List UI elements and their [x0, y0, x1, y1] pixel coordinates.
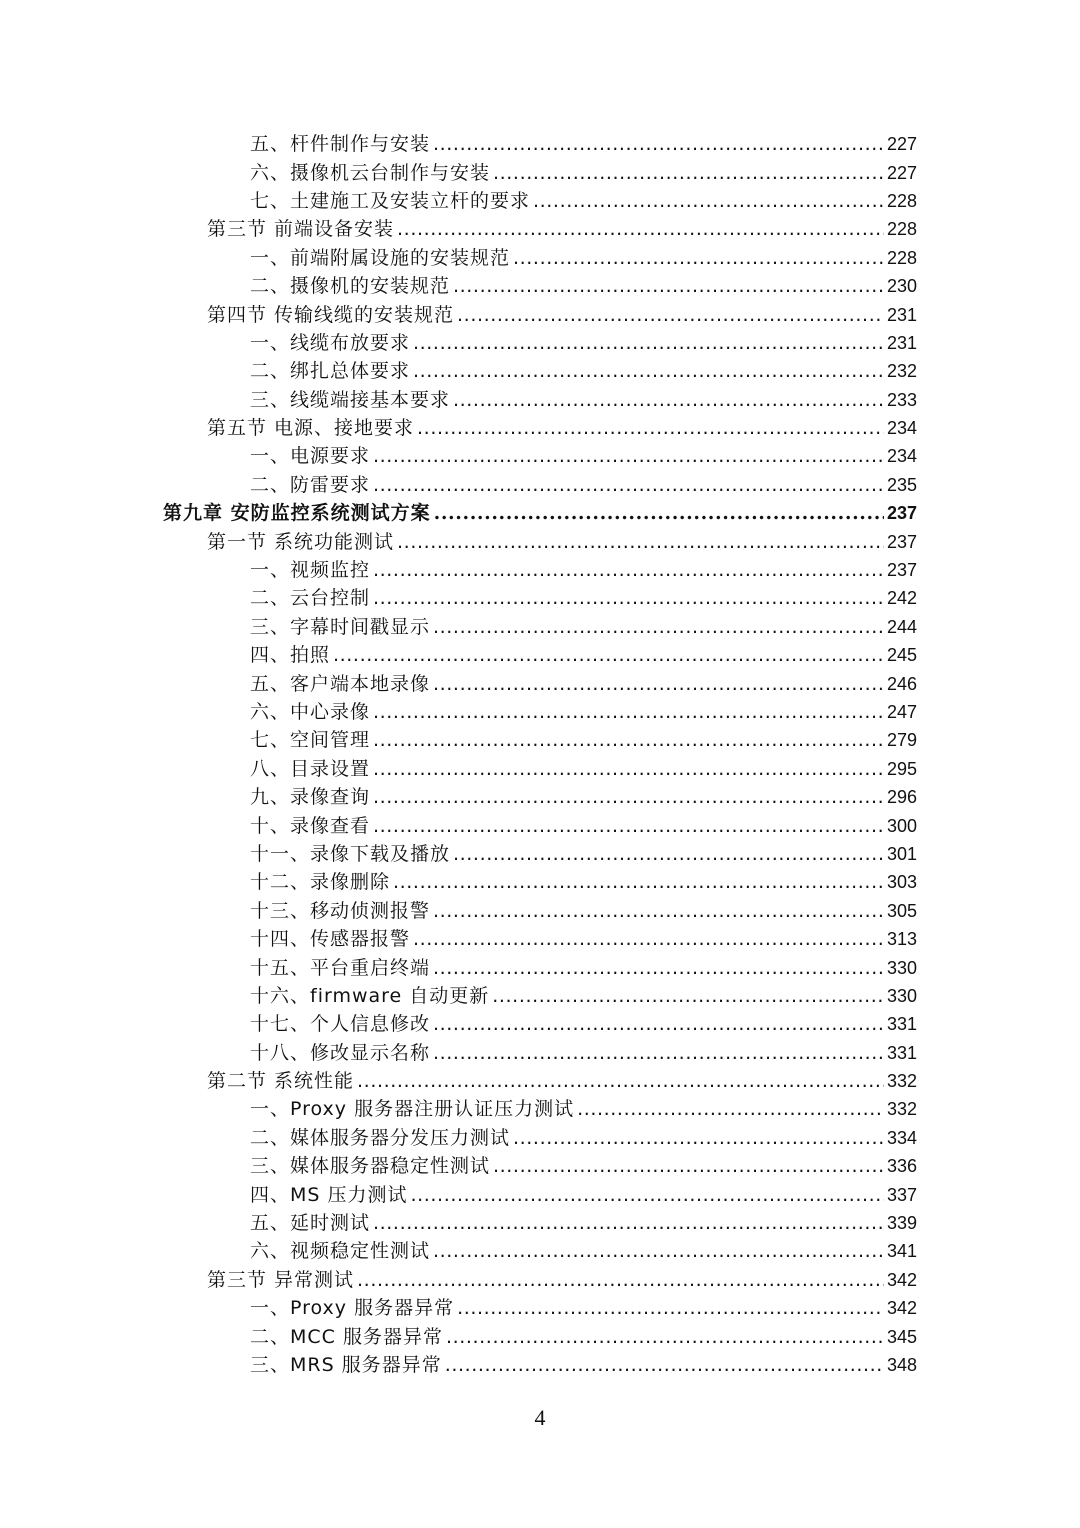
- toc-entry-page-number: 227: [886, 134, 917, 155]
- toc-entry-page-number: 232: [886, 361, 917, 382]
- toc-dot-leader: [417, 414, 884, 442]
- toc-entry-page-number: 336: [886, 1156, 917, 1177]
- toc-subsection-entry[interactable]: [0, 613, 1080, 641]
- toc-entry-title: 六、视频稳定性测试: [250, 1240, 431, 1263]
- toc-entry-page-number: 300: [886, 815, 917, 836]
- toc-entry-title: 六、摄像机云台制作与安装: [250, 161, 491, 184]
- toc-entry-page-number: 247: [886, 702, 917, 722]
- toc-subsection-entry[interactable]: [0, 187, 1080, 215]
- toc-subsection-entry[interactable]: [0, 726, 1080, 754]
- toc-section-entry[interactable]: [0, 300, 1080, 328]
- toc-dot-leader: [433, 670, 884, 698]
- toc-entry-page-number: 246: [886, 673, 917, 694]
- toc-dot-leader: [457, 301, 884, 329]
- toc-subsection-entry[interactable]: [0, 1351, 1080, 1379]
- toc-dot-leader: [413, 925, 884, 953]
- toc-subsection-entry[interactable]: [0, 1180, 1080, 1208]
- toc-dot-leader: [373, 471, 884, 499]
- toc-entry-page-number: 231: [886, 304, 917, 325]
- toc-entry-title: 一、前端附属设施的安装规范: [250, 246, 511, 269]
- toc-dot-leader: [433, 1039, 884, 1067]
- toc-subsection-entry[interactable]: [0, 811, 1080, 839]
- toc-subsection-entry[interactable]: [0, 1322, 1080, 1350]
- toc-subsection-entry[interactable]: [0, 1152, 1080, 1180]
- toc-entry-page-number: 244: [886, 616, 917, 637]
- toc-dot-leader: [373, 726, 884, 754]
- toc-entry-page-number: 230: [886, 276, 917, 297]
- toc-dot-leader: [373, 1209, 884, 1237]
- toc-subsection-entry[interactable]: [0, 925, 1080, 953]
- toc-entry-title: 二、摄像机的安装规范: [250, 275, 451, 298]
- toc-dot-leader: [411, 1181, 884, 1209]
- toc-entry-title: 一、视频监控: [250, 559, 371, 582]
- toc-entry-page-number: 342: [886, 1298, 917, 1319]
- toc-section-entry[interactable]: [0, 527, 1080, 555]
- toc-dot-leader: [373, 812, 884, 840]
- toc-dot-leader: [433, 954, 884, 982]
- toc-dot-leader: [433, 897, 884, 925]
- toc-entry-title: 十、录像查看: [250, 814, 371, 837]
- toc-entry-page-number: 231: [886, 332, 917, 353]
- toc-entry-title: 五、杆件制作与安装: [250, 133, 431, 156]
- toc-entry-page-number: 234: [886, 446, 917, 467]
- toc-dot-leader: [513, 1124, 884, 1152]
- toc-entry-title: 十二、录像删除: [250, 871, 391, 894]
- toc-subsection-entry[interactable]: [0, 329, 1080, 357]
- toc-dot-leader: [433, 1010, 884, 1038]
- toc-entry-title: 三、MRS 服务器异常: [250, 1353, 442, 1376]
- toc-entry-page-number: 296: [886, 787, 917, 808]
- toc-entry-title: 三、线缆端接基本要求: [250, 388, 451, 411]
- toc-entry-page-number: 342: [886, 1269, 917, 1290]
- toc-dot-leader: [357, 1266, 884, 1294]
- toc-dot-leader: [433, 613, 884, 641]
- toc-subsection-entry[interactable]: [0, 1294, 1080, 1322]
- toc-entry-title: 五、客户端本地录像: [250, 672, 431, 695]
- toc-subsection-entry[interactable]: [0, 868, 1080, 896]
- toc-dot-leader: [397, 215, 884, 243]
- toc-entry-page-number: 237: [886, 503, 917, 524]
- toc-entry-title: 六、中心录像: [250, 701, 371, 723]
- toc-dot-leader: [493, 1152, 884, 1180]
- toc-subsection-entry[interactable]: [0, 1010, 1080, 1038]
- toc-dot-leader: [373, 584, 884, 612]
- toc-dot-leader: [433, 1237, 884, 1265]
- toc-dot-leader: [433, 130, 884, 158]
- toc-entry-page-number: 341: [886, 1241, 917, 1262]
- toc-subsection-entry[interactable]: [0, 1124, 1080, 1152]
- toc-entry-page-number: 330: [886, 957, 917, 978]
- toc-subsection-entry[interactable]: [0, 783, 1080, 811]
- toc-entry-page-number: 331: [886, 1014, 917, 1035]
- toc-entry-page-number: 235: [886, 474, 917, 495]
- toc-entry-title: 二、云台控制: [250, 587, 371, 610]
- toc-dot-leader: [445, 1351, 884, 1379]
- toc-entry-title: 十三、移动侦测报警: [250, 899, 431, 922]
- toc-dot-leader: [533, 187, 884, 215]
- toc-subsection-entry[interactable]: [0, 1237, 1080, 1265]
- toc-entry-page-number: 245: [886, 645, 917, 666]
- toc-dot-leader: [434, 499, 884, 527]
- toc-entry-title: 三、媒体服务器稳定性测试: [250, 1155, 491, 1178]
- toc-entry-page-number: 228: [886, 247, 917, 268]
- toc-entry-title: 第九章 安防监控系统测试方案: [163, 502, 431, 525]
- toc-entry-title: 第三节 异常测试: [207, 1268, 355, 1291]
- toc-subsection-entry[interactable]: [0, 641, 1080, 669]
- toc-subsection-entry[interactable]: [0, 953, 1080, 981]
- toc-entry-page-number: 295: [886, 758, 917, 779]
- toc-entry-title: 十五、平台重启终端: [250, 956, 431, 979]
- toc-subsection-entry[interactable]: [0, 556, 1080, 584]
- toc-entry-title: 第三节 前端设备安装: [207, 218, 395, 241]
- toc-dot-leader: [446, 1323, 884, 1351]
- toc-entry-page-number: 305: [886, 900, 917, 921]
- toc-entry-title: 一、Proxy 服务器异常: [250, 1297, 455, 1320]
- toc-subsection-entry[interactable]: [0, 244, 1080, 272]
- toc-entry-page-number: 303: [886, 872, 917, 893]
- toc-section-entry[interactable]: [0, 1266, 1080, 1294]
- toc-dot-leader: [393, 868, 884, 896]
- toc-dot-leader: [453, 272, 884, 300]
- toc-subsection-entry[interactable]: [0, 897, 1080, 925]
- toc-entry-page-number: 279: [886, 730, 917, 751]
- toc-entry-page-number: 228: [886, 219, 917, 240]
- toc-entry-title: 五、延时测试: [250, 1212, 371, 1235]
- toc-entry-title: 十一、录像下载及播放: [250, 842, 451, 865]
- toc-entry-page-number: 330: [886, 985, 917, 1006]
- toc-entry-title: 二、MCC 服务器异常: [250, 1325, 443, 1348]
- toc-dot-leader: [413, 329, 884, 357]
- toc-subsection-entry[interactable]: [0, 840, 1080, 868]
- toc-dot-leader: [457, 1294, 884, 1322]
- toc-dot-leader: [413, 357, 884, 385]
- toc-entry-title: 十四、传感器报警: [250, 928, 411, 951]
- toc-entry-title: 四、MS 压力测试: [250, 1183, 408, 1206]
- toc-dot-leader: [373, 556, 884, 584]
- toc-entry-title: 二、媒体服务器分发压力测试: [250, 1126, 511, 1149]
- toc-entry-title: 三、字幕时间戳显示: [250, 615, 431, 638]
- page-number: 4: [534, 1405, 546, 1430]
- toc-subsection-entry[interactable]: [0, 158, 1080, 186]
- toc-chapter-entry[interactable]: [0, 499, 1080, 527]
- toc-entry-title: 第一节 系统功能测试: [207, 530, 395, 553]
- toc-subsection-entry[interactable]: [0, 471, 1080, 499]
- toc-dot-leader: [397, 528, 884, 556]
- toc-entry-page-number: 345: [886, 1326, 917, 1347]
- toc-entry-title: 七、空间管理: [250, 729, 371, 752]
- toc-subsection-entry[interactable]: [0, 982, 1080, 1010]
- toc-entry-title: 第五节 电源、接地要求: [207, 417, 415, 440]
- toc-dot-leader: [492, 982, 884, 1010]
- toc-dot-leader: [373, 755, 884, 783]
- toc-subsection-entry[interactable]: [0, 1039, 1080, 1067]
- toc-entry-page-number: 234: [886, 418, 917, 439]
- toc-dot-leader: [453, 840, 884, 868]
- table-of-contents: [0, 130, 1080, 1379]
- toc-dot-leader: [333, 641, 884, 669]
- toc-entry-title: 一、电源要求: [250, 445, 371, 468]
- toc-entry-page-number: 237: [886, 531, 917, 552]
- toc-entry-title: 一、Proxy 服务器注册认证压力测试: [250, 1098, 575, 1121]
- toc-entry-title: 二、防雷要求: [250, 473, 371, 496]
- toc-section-entry[interactable]: [0, 1067, 1080, 1095]
- toc-entry-title: 第二节 系统性能: [207, 1070, 355, 1093]
- toc-subsection-entry[interactable]: [0, 698, 1080, 726]
- toc-entry-title: 九、录像查询: [250, 786, 371, 809]
- toc-subsection-entry[interactable]: [0, 357, 1080, 385]
- toc-dot-leader: [373, 442, 884, 470]
- toc-section-entry[interactable]: [0, 414, 1080, 442]
- toc-entry-page-number: 339: [886, 1213, 917, 1234]
- toc-entry-title: 四、拍照: [250, 644, 331, 667]
- toc-section-entry[interactable]: [0, 215, 1080, 243]
- toc-entry-page-number: 334: [886, 1127, 917, 1148]
- toc-subsection-entry[interactable]: [0, 442, 1080, 470]
- toc-entry-title: 二、绑扎总体要求: [250, 360, 411, 383]
- toc-entry-title: 十八、修改显示名称: [250, 1041, 431, 1064]
- toc-entry-title: 八、目录设置: [250, 757, 371, 780]
- toc-subsection-entry[interactable]: [0, 584, 1080, 612]
- toc-entry-page-number: 233: [886, 389, 917, 410]
- toc-entry-page-number: 301: [886, 843, 917, 864]
- toc-entry-page-number: 313: [886, 929, 917, 950]
- toc-entry-page-number: 331: [886, 1042, 917, 1063]
- toc-dot-leader: [453, 386, 884, 414]
- toc-entry-page-number: 332: [886, 1071, 917, 1092]
- toc-entry-page-number: 348: [886, 1354, 917, 1375]
- toc-entry-page-number: 337: [886, 1184, 917, 1205]
- toc-dot-leader: [513, 244, 884, 272]
- toc-entry-title: 第四节 传输线缆的安装规范: [207, 303, 455, 326]
- toc-subsection-entry[interactable]: [0, 669, 1080, 697]
- toc-dot-leader: [373, 698, 884, 726]
- toc-subsection-entry[interactable]: [0, 272, 1080, 300]
- toc-subsection-entry[interactable]: [0, 755, 1080, 783]
- toc-entry-page-number: 242: [886, 588, 917, 609]
- toc-subsection-entry[interactable]: [0, 130, 1080, 158]
- toc-subsection-entry[interactable]: [0, 1095, 1080, 1123]
- toc-dot-leader: [357, 1067, 884, 1095]
- toc-subsection-entry[interactable]: [0, 1209, 1080, 1237]
- toc-entry-title: 十七、个人信息修改: [250, 1013, 431, 1036]
- toc-entry-page-number: 332: [886, 1099, 917, 1120]
- toc-entry-title: 七、土建施工及安装立杆的要求: [250, 189, 531, 212]
- toc-entry-page-number: 228: [886, 190, 917, 211]
- toc-entry-title: 一、线缆布放要求: [250, 331, 411, 354]
- toc-dot-leader: [373, 783, 884, 811]
- toc-entry-page-number: 237: [886, 560, 917, 581]
- toc-entry-title: 十六、firmware 自动更新: [250, 984, 490, 1007]
- toc-dot-leader: [493, 159, 884, 187]
- toc-entry-page-number: 227: [886, 162, 917, 183]
- toc-dot-leader: [577, 1095, 884, 1123]
- toc-subsection-entry[interactable]: [0, 386, 1080, 414]
